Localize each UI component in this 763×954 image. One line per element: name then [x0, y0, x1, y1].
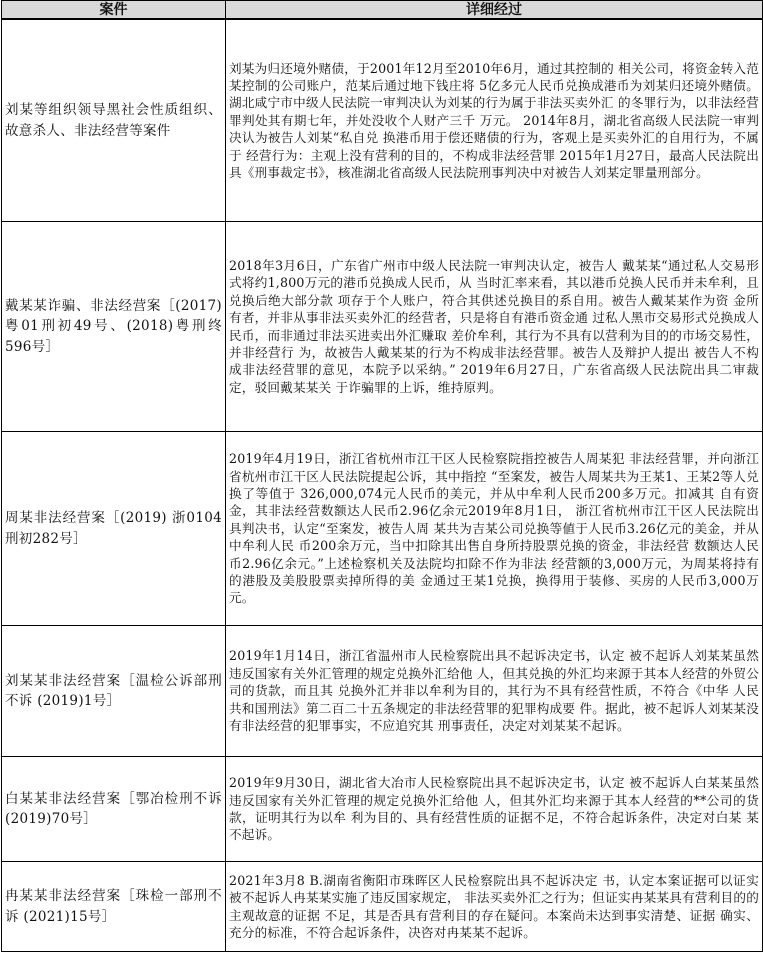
case-detail: 2021年3月8 B.湖南省衡阳市珠晖区人民检察院出具不起诉决定 书，认定本案证据可以证实被不起诉人冉某某实施了违反国家规定， 非法买卖外汇之行为；但证实冉某某具有营利目的的主观故意的证据 不足，其是否具有营利目的存在疑问。本案尚未达到事实清楚、证据 确实、充分的标准，不符合起诉条件，决咨对冉某某不起诉。: [226, 862, 763, 952]
table-header-row: [2, 1, 763, 20]
table-row: [2, 862, 763, 952]
header-detail: 详细经过: [226, 1, 763, 20]
case-table: [1, 0, 763, 952]
case-detail: 2019年9月30日，湖北省大冶市人民检察院出具不起诉决定书，认定 被不起诉人白某某虽然违反国家有关外汇管理的规定兑换外汇给他 人，但其外汇均来源于其本人经营的**公司的货款，证明其行为以牟 利为目的、具有经营性质的证据不足，不符合起诉条件，决定对白某 某不起诉。: [226, 757, 763, 862]
case-detail: 刘某为归还境外赌债，于2001年12月至2010年6月，通过其控制的 相关公司，将资金转入范某控制的公司账户，范某后通过地下钱庄将 5亿多元人民币兑换成港币为刘某归还境外赌债。 湖北咸宁市中级人民法院一审判决认为刘某的行为属于非法买卖外汇 的冬罪行为，以非法经营罪判处其有期七年，并处没收个人财产三千 万元。 2014年8月，湖北省高级人民法院一审判决认为被告人刘某“私自兑 换港币用于偿还赌债的行为，客观上是买卖外汇的自用行为，不属于 经营行为：主观上没有营利的目的，不构成非法经营罪 2015年1月27日，最高人民法院出具《刑事裁定书》，核准湖北省高级人民法院刑事判决中对被告人刘某定罪量刑部分。: [226, 19, 763, 222]
table-row: [2, 626, 763, 757]
table-row: [2, 222, 763, 432]
case-detail: 2019年4月19日，浙江省杭州市江干区人民检察院指控被告人周某犯 非法经营罪，并向浙江省杭州市江干区人民法院提起公诉，其中指控 “至案发，被告人周某共为王某1、王某2等人兑换了等值于 326,000,074元人民币的美元，并从中牟利人民币200多万元。扣减其 自有资金，其非法经营数额达人民币2.96亿余元2019年8月1日， 浙江省杭州市江干区人民法院出具判决书，认定“至案发，被告人周 某共为吉某公司兑换等値于人民币3.26亿元的美金，并从中牟利人民 币200余万元，当中扣除其出售自身所持股票兑换的资金，非法经营 数额达人民币2.96亿余元。”上述检察机关及法院均扣除不作为非法 经营额的3,000万元，为周某将持有的港股及美股股票卖掉所得的美 金通过王某1兑换，换得用于装修、买房的人民币3,000万元。: [226, 432, 763, 626]
header-case: 案件: [2, 1, 226, 20]
table-row: [2, 19, 763, 222]
case-name: 戴某某诈骗、非法经营案［(2017) 粤01刑初49号、(2018)粤刑终596号］: [2, 222, 226, 432]
case-name: 刘某某非法经营案［温检公诉部刑不诉 (2019)1号］: [2, 626, 226, 757]
table-row: [2, 757, 763, 862]
table-row: [2, 432, 763, 626]
case-name: 刘某等组织领导黑社会性质组织、故意杀人、非法经营等案件: [2, 19, 226, 222]
case-detail: 2019年1月14日，浙江省温州市人民检察院出具不起诉决定书，认定 被不起诉人刘某某虽然违反国家有关外汇管理的规定兑换外汇给他 人，但其兑换的外汇均来源于其本人经营的外贸公司的货款，而且其 兑换外汇并非以牟利为目的，其行为不具有经营性质，不符合《中华 人民共和国刑法》第二百二十五条规定的非法经营罪的犯罪构成要 件。据此，被不起诉人刘某某没有非法经营的犯罪事实，不应追究其 刑事责任，决定对刘某某不起诉。: [226, 626, 763, 757]
case-name: 冉某某非法经营案［珠检一部刑不诉 (2021)15号］: [2, 862, 226, 952]
case-name: 周某非法经营案［(2019) 浙0104刑初282号］: [2, 432, 226, 626]
case-name: 白某某非法经营案［鄂冶检刑不诉(2019)70号］: [2, 757, 226, 862]
case-detail: 2018年3月6日，广东省广州市中级人民法院一审判决认定，被告人 戴某某“通过私人交易形式将约1,800万元的港币兑换成人民币，从 当时汇率来看，其以港币兑换人民币并未牟利，且兑换后绝大部分款 项存于个人账户，符合其供述兑换目的系自用。被告人戴某某作为资 金所有者，并非从事非法买卖外汇的经营者，只是将自有港币资金通 过私人黑市交易形式兑换成人民币，而非通过非法买进卖出外汇赚取 差价牟利，其行为不具有以营利为目的的市场交易性，并非经营行 为，故被告人戴某某的行为不构成非法经营罪。被告人及辩护人提出 被告人不构成非法经营罪的意见，本院予以采纳。” 2019年6月27日，广东省高级人民法院出具二审裁定，驳回戴某某关 于诈骗罪的上诉，维持原判。: [226, 222, 763, 432]
